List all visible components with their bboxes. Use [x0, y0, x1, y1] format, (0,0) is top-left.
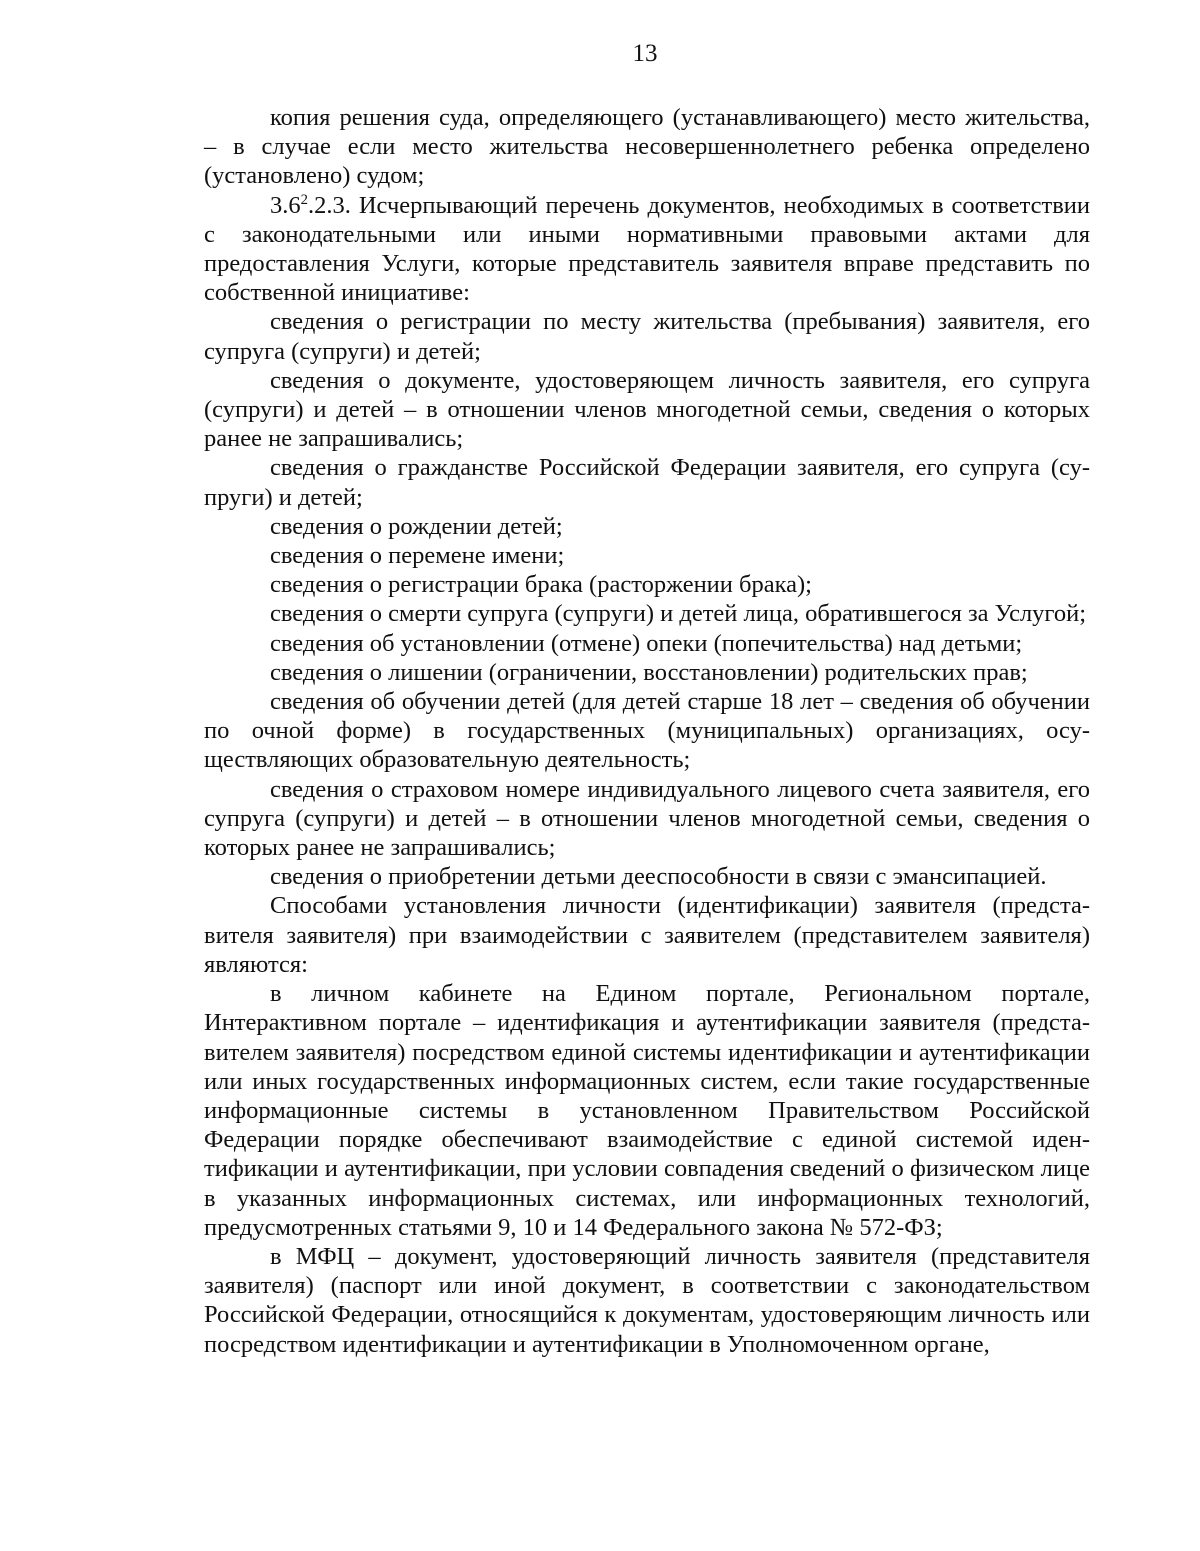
list-item-marriage: сведения о регистрации брака (расторжении брака);	[270, 571, 812, 599]
paragraph-section-heading	[204, 191, 1090, 308]
list-item-identity-document: сведения о документе, удостоверяющем личность заявителя, его супруга (супруги) и детей – в отношении членов многодетной семьи, сведения о которых ранее не запрашивались;	[204, 366, 1090, 453]
paragraph-court-decision: копия решения суда, определяющего (устанавливающего) место жительства, – в случае если место жительства несовершеннолетнего ребенка определено (установлено) судом;	[204, 104, 1090, 190]
section-text: .2.3. Исчерпывающий перечень документов, необходимых в соответствии с законодательными или иными нормативными правовыми актами для предоставления Услуги, которые представитель заявителя вправе представить по собственной инициативе:	[204, 191, 1090, 307]
list-item-parental-rights: сведения о лишении (ограничении, восстановлении) родительских прав;	[270, 658, 1028, 686]
document-body	[204, 103, 1090, 1359]
page-number: 13	[632, 40, 658, 67]
list-item-name-change: сведения о перемене имени;	[270, 542, 565, 570]
list-item-death: сведения о смерти супруга (супруги) и детей лица, обратившегося за Услугой;	[270, 600, 1087, 628]
list-item-emancipation: сведения о приобретении детьми дееспособности в связи с эмансипацией.	[270, 863, 1047, 891]
paragraph-identification-methods: Способами установления личности (идентификации) заявителя (представителя заявителя) при взаимодействии с заявителем (представителем заявителя) являются:	[204, 892, 1090, 978]
paragraph-mfc: в МФЦ – документ, удостоверяющий личность заявителя (представителя заявителя) (паспорт или иной документ, в соответствии с законодательством Российской Федерации, относящийся к документам, удостоверяющим личность или посредством идентификации и аутентификации в Уполномоченном органе,	[204, 1242, 1090, 1358]
section-number: 3.6	[270, 191, 301, 219]
list-item-insurance-number: сведения о страховом номере индивидуального лицевого счета заявителя, его супруга (супруги) и детей – в отношении членов многодетной семьи, сведения о которых ранее не запрашивались;	[204, 775, 1090, 862]
list-item-registration: сведения о регистрации по месту жительства (пребывания) заявителя, его супруга (супруги) и детей;	[204, 308, 1090, 365]
list-item-birth: сведения о рождении детей;	[270, 512, 563, 540]
list-item-citizenship: сведения о гражданстве Российской Федерации заявителя, его супруга (супруги) и детей;	[204, 454, 1090, 511]
list-item-education: сведения об обучении детей (для детей старше 18 лет – сведения об обучении по очной форме) в государственных (муниципальных) организациях, осуществляющих образовательную деятельность;	[204, 688, 1090, 774]
paragraph-personal-cabinet: в личном кабинете на Едином портале, Региональном портале, Интерактивном портале – идентификация и аутентификации заявителя (представителем заявителя) посредством единой системы идентификации и аутентификации или иных государственных информационных систем, если такие государственные информационные системы в установленном Правительством Российской Федерации порядке обеспечивают взаимодействие с единой системой идентификации и аутентификации, при условии совпадения сведений о физическом лице в указанных информационных системах, или информационных технологий, предусмотренных статьями 9, 10 и 14 Федерального закона № 572-ФЗ;	[204, 980, 1090, 1241]
section-superscript: 2	[300, 191, 308, 208]
list-item-guardianship: сведения об установлении (отмене) опеки (попечительства) над детьми;	[270, 629, 1023, 657]
